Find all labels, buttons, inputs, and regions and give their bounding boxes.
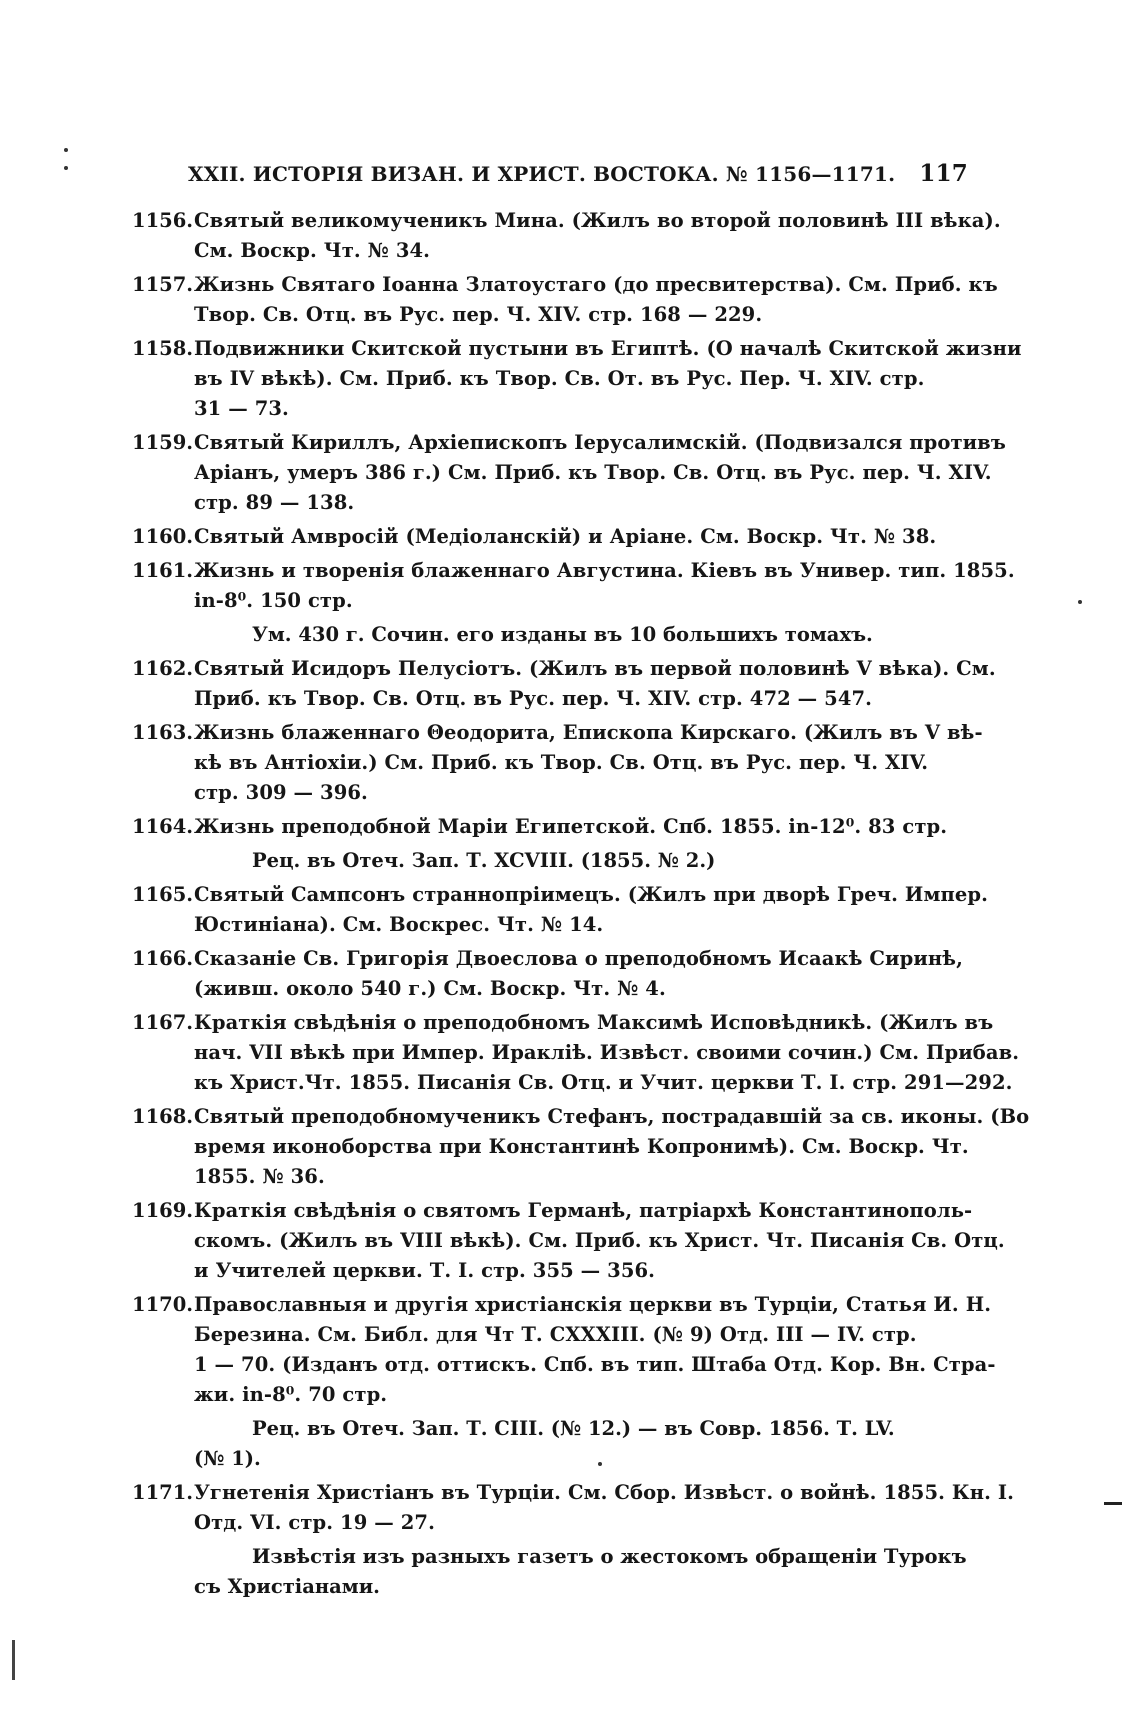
entry-1162 [132, 654, 996, 714]
entry-text [194, 944, 966, 1004]
entry-1159 [132, 428, 1006, 518]
entry-1160 [132, 522, 966, 552]
entry-text [194, 880, 988, 940]
ink-speck [1078, 600, 1082, 604]
entry-text [194, 1290, 996, 1410]
catalog-entries [132, 206, 1030, 1606]
entry-number: 1169. [132, 1199, 194, 1222]
entry-number: 1161. [132, 559, 194, 582]
entry-line: къ Христ.Чт. 1855. Писанія Св. Отц. и Учит. церкви Т. I. стр. 291—292. [194, 1071, 1013, 1094]
entry-line: Краткія свѣдѣнія о преподобномъ Максимѣ Исповѣдникѣ. (Жилъ въ [194, 1011, 994, 1034]
entry-line: жи. in-8⁰. 70 стр. [194, 1383, 388, 1406]
entry-number: 1156. [132, 209, 194, 232]
entry-number: 1160. [132, 525, 194, 548]
note-line: Ум. 430 г. Сочин. его изданы въ 10 большихъ томахъ. [252, 623, 873, 646]
entry-number: 1166. [132, 947, 194, 970]
entry-line: кѣ въ Антіохіи.) См. Приб. къ Твор. Св. Отц. въ Рус. пер. Ч. XIV. [194, 751, 929, 774]
entry-number: 1165. [132, 883, 194, 906]
entry-1166 [132, 944, 966, 1004]
entry-line: Подвижники Скитской пустыни въ Египтѣ. (О началѣ Скитской жизни [194, 337, 1022, 360]
entry-line: Жизнь блаженнаго Θеодорита, Епископа Кирскаго. (Жилъ въ V вѣ- [194, 721, 983, 744]
entry-text [194, 718, 983, 808]
entry-1158 [132, 334, 1022, 424]
entry-number: 1167. [132, 1011, 194, 1034]
entry-line: 1855. № 36. [194, 1165, 325, 1188]
entry-line: Православныя и другія христіанскія церкви въ Турціи, Статья И. Н. [194, 1293, 992, 1316]
entry-line: Угнетенія Христіанъ въ Турціи. См. Сбор. Извѣст. о войнѣ. 1855. Кн. I. [194, 1481, 1015, 1504]
note-line: съ Христіанами. [194, 1575, 380, 1598]
entry-1167 [132, 1008, 1020, 1098]
entry-line: время иконоборства при Константинѣ Копронимѣ). См. Воскр. Чт. [194, 1135, 969, 1158]
ink-speck [598, 1462, 602, 1466]
entry-number: 1157. [132, 273, 194, 296]
entry-line: Юстиніана). См. Воскрес. Чт. № 14. [194, 913, 604, 936]
entry-1163 [132, 718, 983, 808]
entry-1157 [132, 270, 998, 330]
entry-number: 1162. [132, 657, 194, 680]
running-title: XXII. ИСТОРІЯ ВИЗАН. И ХРИСТ. ВОСТОКА. № 1156—1171. [188, 162, 896, 186]
page-number: 117 [919, 160, 968, 187]
entry-line: Сказаніе Св. Григорія Двоеслова о преподобномъ Исаакѣ Сиринѣ, [194, 947, 963, 970]
entry-line: Приб. къ Твор. Св. Отц. въ Рус. пер. Ч. XIV. стр. 472 — 547. [194, 687, 873, 710]
note-line: Рец. въ Отеч. Зап. Т. XCVIII. (1855. № 2.) [252, 849, 716, 872]
entry-number: 1158. [132, 337, 194, 360]
entry-text [194, 270, 998, 330]
entry-text [194, 334, 1022, 424]
entry-text [194, 654, 996, 714]
entry-number: 1168. [132, 1105, 194, 1128]
entry-line: и Учителей церкви. Т. I. стр. 355 — 356. [194, 1259, 656, 1282]
margin-mark [12, 1640, 15, 1680]
note-1164 [252, 846, 966, 876]
entry-line: Святый Амвросій (Медіоланскій) и Аріане. См. Воскр. Чт. № 38. [194, 525, 937, 548]
entry-line: Твор. Св. Отц. въ Рус. пер. Ч. XIV. стр. 168 — 229. [194, 303, 763, 326]
margin-dash [1104, 1502, 1122, 1505]
entry-text [194, 1478, 1014, 1538]
entry-text [194, 428, 1006, 518]
note-1170 [194, 1414, 966, 1474]
entry-line: стр. 89 — 138. [194, 491, 355, 514]
entry-1156 [132, 206, 1001, 266]
entry-text [194, 1008, 1019, 1098]
entry-line: Святый преподобномученикъ Стефанъ, пострадавшій за св. иконы. (Во [194, 1105, 1030, 1128]
entry-line: въ IV вѣкѣ). См. Приб. къ Твор. Св. От. въ Рус. Пер. Ч. XIV. стр. [194, 367, 925, 390]
entry-line: Отд. VI. стр. 19 — 27. [194, 1511, 435, 1534]
entry-line: Святый Исидоръ Пелусіотъ. (Жилъ въ первой половинѣ V вѣка). См. [194, 657, 996, 680]
note-1171 [194, 1542, 966, 1602]
entry-text [194, 812, 966, 842]
entry-number: 1164. [132, 815, 194, 838]
entry-line: Краткія свѣдѣнія о святомъ Германѣ, патріархѣ Константинополь- [194, 1199, 973, 1222]
entry-number: 1170. [132, 1293, 194, 1316]
entry-line: Березина. См. Библ. для Чт Т. CXXXIII. (№ 9) Отд. III — IV. стр. [194, 1323, 917, 1346]
entry-1170 [132, 1290, 996, 1410]
entry-line: Жизнь и творенія блаженнаго Августина. Кіевъ въ Универ. тип. 1855. [194, 559, 1015, 582]
ink-speck [64, 166, 68, 170]
note-line: Извѣстія изъ разныхъ газетъ о жестокомъ обращеніи Турокъ [252, 1545, 967, 1568]
running-header [188, 160, 968, 194]
entry-line: См. Воскр. Чт. № 34. [194, 239, 431, 262]
entry-line: Святый Сампсонъ страннопріимецъ. (Жилъ при дворѣ Греч. Импер. [194, 883, 989, 906]
note-1161 [252, 620, 966, 650]
note-line: Рец. въ Отеч. Зап. Т. CIII. (№ 12.) — въ Совр. 1856. Т. LV. [252, 1417, 895, 1440]
entry-text [194, 1196, 1005, 1286]
entry-1164 [132, 812, 966, 842]
entry-text [194, 1102, 1029, 1192]
entry-line: Жизнь преподобной Маріи Египетской. Спб. 1855. in-12⁰. 83 стр. [194, 815, 948, 838]
entry-number: 1159. [132, 431, 194, 454]
entry-line: нач. VII вѣкѣ при Импер. Иракліѣ. Извѣст. своими сочин.) См. Прибав. [194, 1041, 1020, 1064]
entry-line: 1 — 70. (Изданъ отд. оттискъ. Спб. въ тип. Штаба Отд. Кор. Вн. Стра- [194, 1353, 996, 1376]
entry-line: Аріанъ, умеръ 386 г.) См. Приб. къ Твор. Св. Отц. въ Рус. пер. Ч. XIV. [194, 461, 992, 484]
entry-number: 1163. [132, 721, 194, 744]
entry-line: Жизнь Святаго Іоанна Златоустаго (до пресвитерства). См. Приб. къ [194, 273, 998, 296]
entry-line: in-8⁰. 150 стр. [194, 589, 353, 612]
entry-line: Святый великомученикъ Мина. (Жилъ во второй половинѣ III вѣка). [194, 209, 1001, 232]
entry-number: 1171. [132, 1481, 194, 1504]
entry-line: стр. 309 — 396. [194, 781, 368, 804]
note-line: (№ 1). [194, 1447, 261, 1470]
entry-1169 [132, 1196, 1005, 1286]
ink-speck [64, 148, 68, 152]
entry-text [194, 206, 1001, 266]
entry-line: (живш. около 540 г.) См. Воскр. Чт. № 4. [194, 977, 666, 1000]
entry-1161 [132, 556, 1015, 616]
entry-1171 [132, 1478, 1015, 1538]
entry-text [194, 556, 1015, 616]
entry-1168 [132, 1102, 1030, 1192]
entry-line: Святый Кириллъ, Архіепископъ Іерусалимскій. (Подвизался противъ [194, 431, 1006, 454]
entry-line: скомъ. (Жилъ въ VIII вѣкѣ). См. Приб. къ Христ. Чт. Писанія Св. Отц. [194, 1229, 1005, 1252]
entry-line: 31 — 73. [194, 397, 289, 420]
entry-text [194, 522, 966, 552]
entry-1165 [132, 880, 989, 940]
